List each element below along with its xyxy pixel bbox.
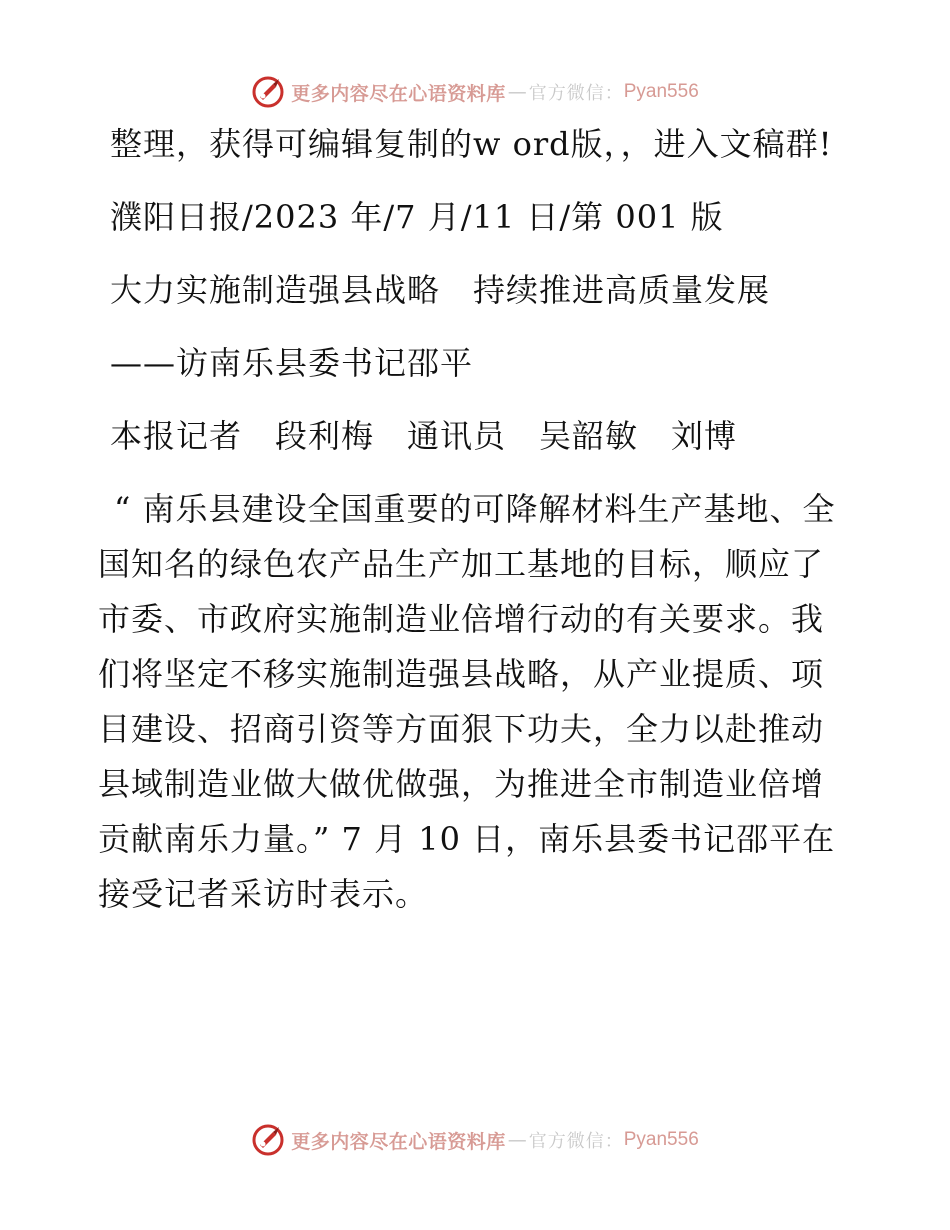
watermark-wechat-id: Pyan556 bbox=[623, 1129, 699, 1150]
watermark-wechat-label: 官方微信： bbox=[528, 1131, 624, 1152]
header-watermark bbox=[0, 72, 950, 112]
article-subtitle: ——访南乐县委书记邵平 bbox=[110, 344, 474, 382]
document-body bbox=[98, 117, 854, 922]
footer-watermark bbox=[0, 1120, 950, 1160]
watermark-wechat-label: 官方微信： bbox=[528, 83, 624, 104]
byline: 本报记者 段利梅 通讯员 吴韶敏 刘博 bbox=[110, 417, 738, 455]
watermark-wechat-id: Pyan556 bbox=[623, 81, 699, 102]
quill-logo-icon bbox=[251, 1123, 285, 1157]
watermark-dash: — bbox=[507, 81, 527, 103]
quill-logo-icon bbox=[251, 75, 285, 109]
body-paragraph: “ 南乐县建设全国重要的可降解材料生产基地、全国知名的绿色农产品生产加工基地的目标，顺应了市委、市政府实施制造业倍增行动的有关要求。我们将坚定不移实施制造强县战略，从产业提质、项目建设、招商引资等方面狠下功夫，全力以赴推动县域制造业做大做优做强，为推进全市制造业倍增贡献南乐力量。” 7 月 10 日，南乐县委书记邵平在接受记者采访时表示。 bbox=[98, 490, 836, 913]
watermark-dash: — bbox=[507, 1129, 527, 1151]
watermark-text: 更多内容尽在心语资料库 bbox=[291, 1130, 506, 1153]
publication-line: 濮阳日报/2023 年/7 月/11 日/第 001 版 bbox=[110, 198, 724, 236]
intro-paragraph: 整理，获得可编辑复制的w ord版，，进入文稿群! bbox=[110, 125, 833, 163]
watermark-text: 更多内容尽在心语资料库 bbox=[291, 82, 506, 105]
article-title: 大力实施制造强县战略 持续推进高质量发展 bbox=[110, 271, 771, 309]
